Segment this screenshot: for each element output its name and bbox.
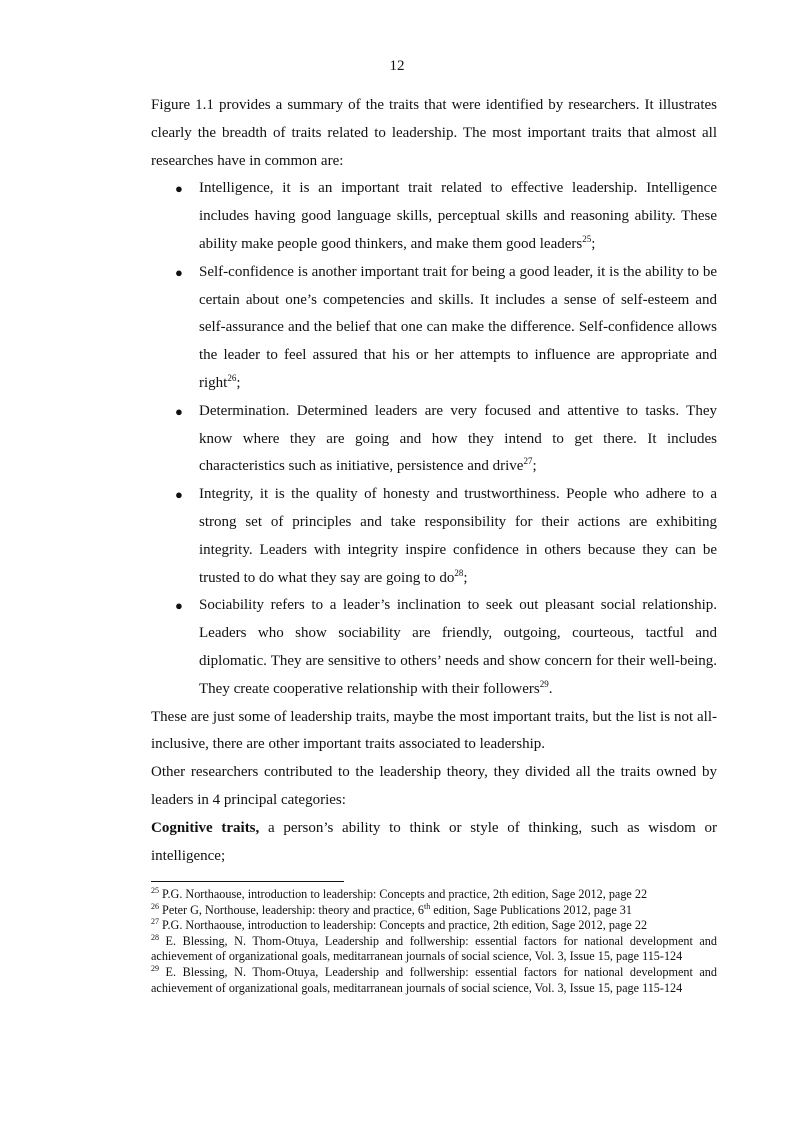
list-item: ● Integrity, it is the quality of honesty and trustworthiness. People who adhere to a strong set of principles and take responsibility for their actions are exhibiting integrity. Leaders with integrity inspire confidence in others because they can be trusted to do what they say are going to $do^{28}$;: [151, 481, 717, 592]
list-item: ● Intelligence, it is an important trait related to effective leadership. Intelligence includes having good language skills, perceptual skills and reasoning ability. These ability make people good thinkers, and make them good leaders$^{25}$;: [151, 175, 717, 258]
footnote-ref[interactable]: 25: [582, 233, 592, 244]
footnote: $^{29}$ E. Blessing, N. Thom-Otuya, Leadership and follwership: essential factors for national development and achievement of organizational goals, meditarranean journals of social science, Vol. 3, Issue 15, page 115-124: [151, 963, 717, 995]
footnote-divider: [151, 881, 344, 882]
footnote-ref[interactable]: 26: [227, 372, 237, 383]
bullet-icon: ●: [175, 403, 183, 419]
footnote-ref[interactable]: 27: [523, 456, 533, 467]
footnote-ref[interactable]: 28: [454, 567, 464, 578]
bullet-icon: ●: [175, 598, 183, 614]
cognitive-traits-term: Cognitive traits,: [151, 819, 260, 836]
traits-list: [151, 175, 717, 703]
footnote: $^{28}$ E. Blessing, N. Thom-Otuya, Leadership and follwership: essential factors for national development and achievement of organizational goals, meditarranean journals of social science, Vol. 3, Issue 15, page 115-124: [151, 932, 717, 964]
trait-text: Self-confidence is another important trait for being a good leader, it is the ability to be certain about one’s competencies and skills. It includes a sense of self-esteem and self-assurance and the belief that one can make the difference. Self-confidence allows the leader to feel assured that his or her attempts to influence are appropriate and right: [199, 263, 717, 391]
body-text: [151, 92, 717, 870]
footnote-ref[interactable]: 29: [539, 678, 549, 689]
footnote: $^{26}$ Peter G, Northouse, leadership: theory and practice, 6th edition, Sage Publications 2012, page 31: [151, 901, 632, 917]
page-number: 12: [389, 58, 405, 74]
trait-text: Integrity, it is the quality of honesty and trustworthiness. People who adhere to a strong set of principles and take responsibility for their actions are exhibiting integrity. Leaders with integrity inspire confidence in others because they can be trusted to do what they say are going to do: [199, 486, 717, 586]
trait-text: Sociability refers to a leader’s inclination to seek out pleasant social relationship. Leaders who show sociability are friendly, outgoing, courteous, tactful and diplomatic. They are sensitive to others’ needs and show concern for their well-being. They create cooperative relationship with their followers: [199, 597, 717, 697]
bullet-icon: ●: [175, 264, 183, 280]
paragraph-3: Other researchers contributed to the leadership theory, they divided all the traits owned by leaders in 4 principal categories:: [151, 764, 717, 808]
cognitive-traits-paragraph: Cognitive traits, a person’s ability to think or style of thinking, such as wisdom or intelligence;: [151, 819, 717, 864]
trait-text: Determination. Determined leaders are very focused and attentive to tasks. They know where they are going and how they intend to get there. It includes characteristics such as initiative, persistence and drive: [199, 402, 717, 475]
footnotes: [151, 887, 717, 996]
intro-paragraph: Figure 1.1 provides a summary of the traits that were identified by researchers. It illustrates clearly the breadth of traits related to leadership. The most important traits that almost all researches have in common are:: [151, 97, 717, 169]
paragraph-2: These are just some of leadership traits, maybe the most important traits, but the list is not all-inclusive, there are other important traits associated to leadership.: [151, 708, 717, 753]
footnote: $^{25}$ P.G. Northaouse, introduction to leadership: Concepts and practice, 2th edition, Sage 2012, page 22: [151, 886, 648, 901]
bullet-icon: ●: [175, 181, 183, 197]
trait-text: Intelligence, it is an important trait related to effective leadership. Intelligence includes having good language skills, perceptual skills and reasoning ability. These ability make people good thinkers, and make them good leaders: [199, 180, 717, 252]
bullet-icon: ●: [175, 487, 183, 503]
list-item: ● Determination. Determined leaders are very focused and attentive to tasks. They know where they are going and how they intend to get there. It includes characteristics such as initiative, persistence and drive$^{27}$;: [151, 398, 717, 481]
list-item: ● Sociability refers to a leader’s inclination to seek out pleasant social relationship. Leaders who show sociability are friendly, outgoing, courteous, tactful and diplomatic. They are sensitive to others’ needs and show concern for their well-being. They create cooperative relationship with their followers$^{29}$.: [151, 592, 717, 703]
footnote: $^{27}$ P.G. Northaouse, introduction to leadership: Concepts and practice, 2th edition, Sage 2012, page 22: [151, 917, 648, 933]
list-item: ● Self-confidence is another important trait for being a good leader, it is the ability to be certain about one’s competencies and skills. It includes a sense of self-esteem and self-assurance and the belief that one can make the difference. Self-confidence allows the leader to feel assured that his or her attempts to influence are appropriate and right$^{26}$;: [151, 259, 717, 398]
